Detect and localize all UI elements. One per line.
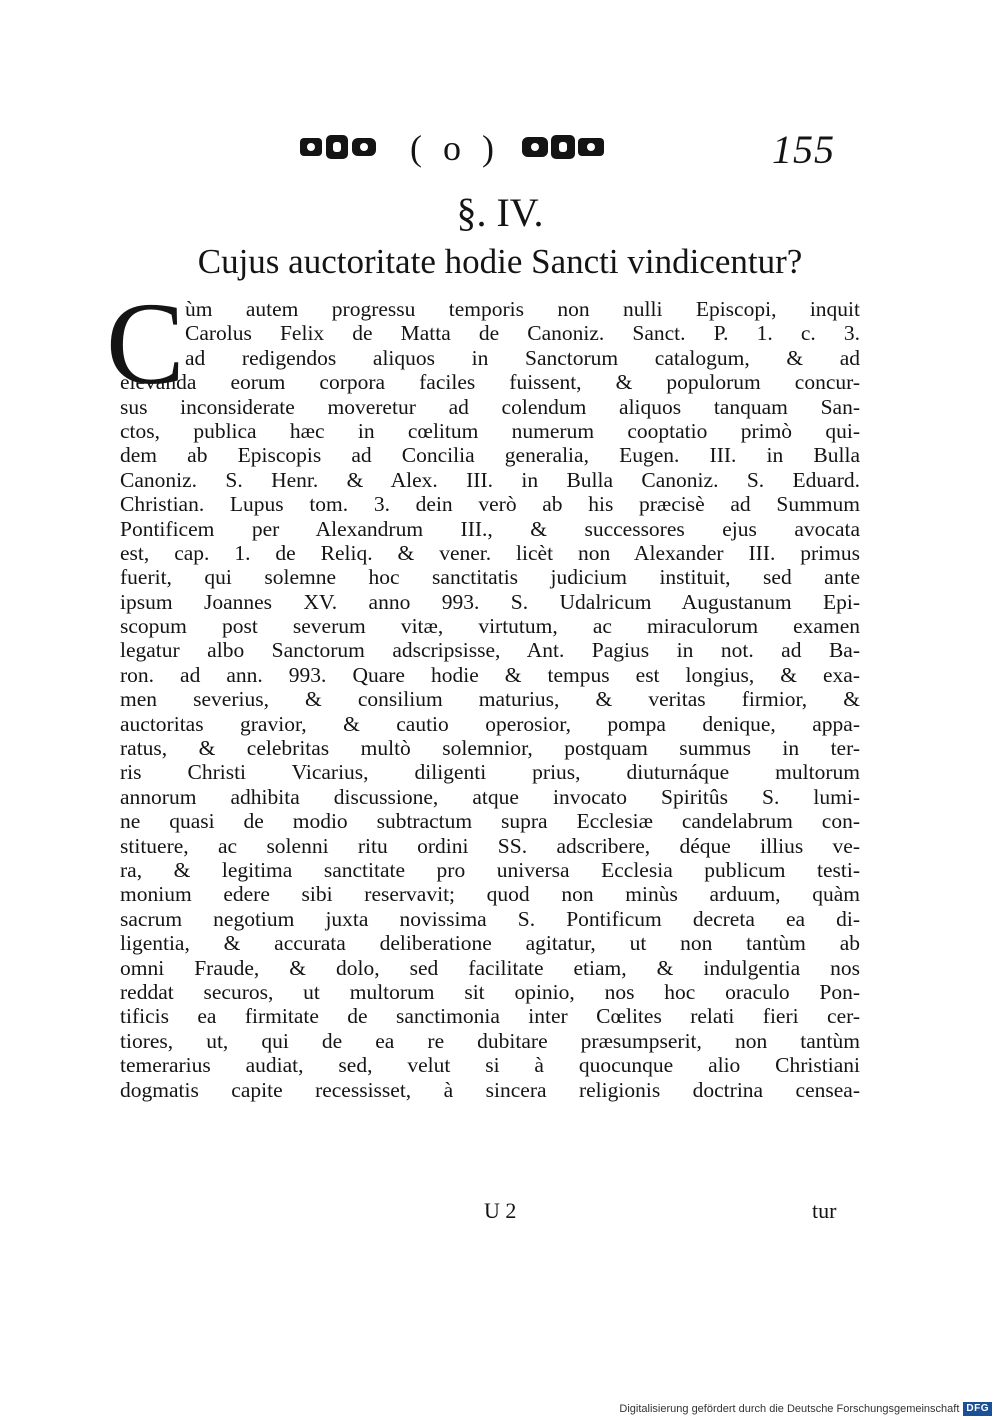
text-line: temerarius audiat, sed, velut si à quocunque alio Christiani — [120, 1053, 860, 1078]
text-line: sacrum negotium juxta novissima S. Pontificum decreta ea di- — [120, 906, 860, 931]
catchword: tur — [812, 1198, 837, 1223]
text-line: ad redigendos aliquos in Sanctorum catalogum, & ad — [185, 345, 860, 370]
digitization-credit — [619, 1402, 992, 1416]
text-line: Christian. Lupus tom. 3. dein verò ab his præcisè ad Summum — [120, 492, 860, 517]
section-number: §. IV. — [456, 190, 544, 235]
text-line: ligentia, & accurata deliberatione agitatur, ut non tantùm ab — [120, 931, 860, 956]
text-line: ris Christi Vicarius, diligenti prius, diuturnáque multorum — [120, 760, 860, 785]
text-line: ùm autem progressu temporis non nulli Episcopi, inquit — [185, 297, 860, 321]
drop-cap: C — [106, 278, 185, 409]
text-line: ra, & legitima sanctitate pro universa Ecclesia publicum testi- — [120, 857, 860, 882]
text-line: ipsum Joannes XV. anno 993. S. Udalricum Augustanum Epi- — [120, 589, 860, 614]
body-text — [120, 297, 860, 1102]
text-line: stituere, ac solenni ritu ordini SS. adscribere, déque illius ve- — [120, 833, 860, 858]
text-line: auctoritas gravior, & cautio operosior, pompa denique, appa- — [120, 711, 860, 736]
text-line: scopum post severum vitæ, virtutum, ac miraculorum examen — [120, 614, 860, 639]
text-line: omni Fraude, & dolo, sed facilitate etiam, & indulgentia nos — [120, 955, 860, 980]
text-line: reddat securos, ut multorum sit opinio, nos hoc oraculo Pon- — [120, 979, 860, 1004]
text-line: est, cap. 1. de Reliq. & vener. licèt non Alexander III. primus — [120, 540, 860, 565]
text-line: dem ab Episcopis ad Concilia generalia, Eugen. III. in Bulla — [120, 443, 860, 468]
dfg-logo: DFG — [963, 1402, 992, 1416]
text-line: ratus, & celebritas multò solemnior, postquam summus in ter- — [120, 736, 860, 761]
text-line: men severius, & consilium maturius, & veritas firmior, & — [120, 687, 860, 712]
text-line: Carolus Felix de Matta de Canoniz. Sanct. P. 1. c. 3. — [185, 321, 860, 346]
page-number: 155 — [772, 127, 835, 172]
text-line: Pontificem per Alexandrum III., & successores ejus avocata — [120, 516, 860, 541]
section-title: Cujus auctoritate hodie Sancti vindicentur? — [197, 242, 803, 281]
text-line: fuerit, qui solemne hoc sanctitatis judicium instituit, sed ante — [120, 565, 860, 590]
text-line: sus inconsiderate moveretur ad colendum aliquos tanquam San- — [120, 394, 860, 419]
text-line: dogmatis capite recessisset, à sincera religionis doctrina censea- — [120, 1077, 860, 1102]
text-line: legatur albo Sanctorum adscripsisse, Ant. Pagius in not. ad Ba- — [120, 638, 860, 663]
header-ornament-text: ( o ) — [410, 128, 500, 168]
text-line: Canoniz. S. Henr. & Alex. III. in Bulla Canoniz. S. Eduard. — [120, 467, 860, 492]
text-line: elevanda eorum corpora faciles fuissent, & populorum concur- — [120, 370, 860, 395]
signature-mark: U 2 — [484, 1198, 517, 1223]
text-line: monium edere sibi reservavit; quod non minùs arduum, quàm — [120, 882, 860, 907]
page-footer — [0, 1198, 1000, 1228]
text-line: annorum adhibita discussione, atque invocato Spiritûs S. lumi- — [120, 784, 860, 809]
vignette-icon — [298, 132, 378, 162]
text-line: ne quasi de modio subtractum supra Ecclesiæ candelabrum con- — [120, 809, 860, 834]
running-header — [0, 126, 1000, 172]
text-line: tificis ea firmitate de sanctimonia inter Cœlites relati fieri cer- — [120, 1004, 860, 1029]
text-line: ron. ad ann. 993. Quare hodie & tempus est longius, & exa- — [120, 662, 860, 687]
text-line: tiores, ut, qui de ea re dubitare præsumpserit, non tantùm — [120, 1028, 860, 1053]
text-line: ctos, publica hæc in cœlitum numerum cooptatio primò qui- — [120, 418, 860, 443]
vignette-icon — [520, 132, 606, 162]
credit-text: Digitalisierung gefördert durch die Deutsche Forschungsgemeinschaft — [619, 1403, 960, 1415]
